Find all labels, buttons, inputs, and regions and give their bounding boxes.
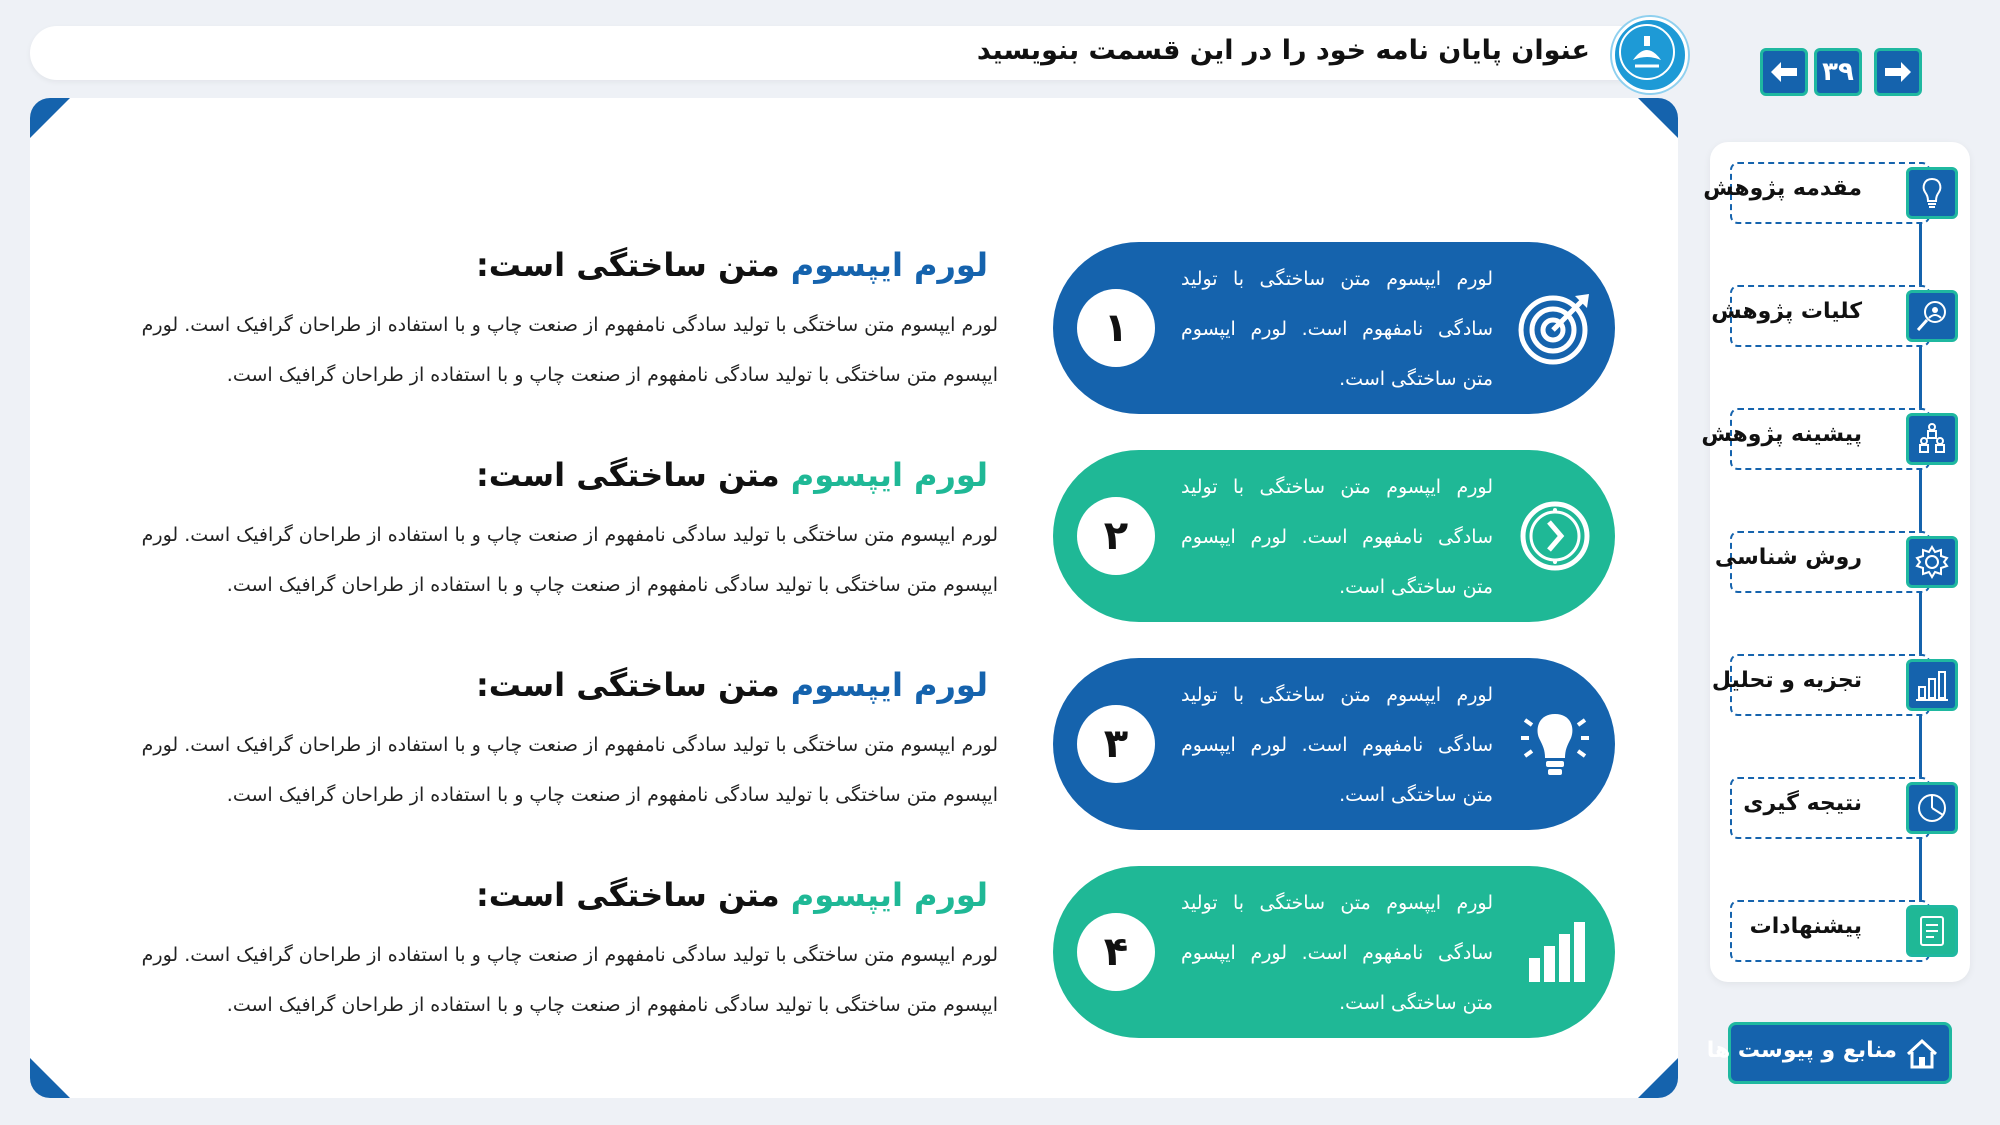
people-pyramid-icon (1914, 421, 1950, 457)
magnifier-person-icon (1914, 298, 1950, 334)
step-pill-4 (1053, 866, 1615, 1038)
step-pill-2 (1053, 450, 1615, 622)
sidebar-item-introduction[interactable] (1703, 162, 1930, 224)
sidebar-item-analysis[interactable] (1711, 654, 1930, 716)
content-card (30, 98, 1678, 1098)
corner-decoration (30, 1058, 70, 1098)
sidebar-item-label: نتیجه گیری (1743, 791, 1862, 816)
lightbulb-icon (1515, 704, 1595, 784)
pie-chart-icon (1914, 790, 1950, 826)
sidebar (1701, 142, 1970, 982)
section-heading-4: لورم ایپسوم متن ساختگی است: (475, 876, 988, 914)
sidebar-item-label: مقدمه پژوهش (1703, 176, 1862, 201)
home-icon (1905, 1037, 1939, 1071)
section-heading-3: لورم ایپسوم متن ساختگی است: (475, 666, 988, 704)
step-number: ۱ (1077, 289, 1155, 367)
sidebar-item-methodology[interactable] (1714, 531, 1930, 593)
sidebar-item-overview[interactable] (1711, 285, 1930, 347)
prev-page-button[interactable] (1760, 48, 1808, 96)
step-number: ۳ (1077, 705, 1155, 783)
bar-chart-icon (1515, 912, 1595, 992)
page-number: ۳۹ (1814, 48, 1862, 96)
references-button[interactable] (1706, 1022, 1952, 1084)
references-label: منابع و پیوست ها (1706, 1038, 1897, 1063)
corner-decoration (1638, 1058, 1678, 1098)
title-bar (30, 26, 1675, 80)
section-body-1: لورم ایپسوم متن ساختگی با تولید سادگی نامفهوم از صنعت چاپ و با استفاده از طراحان گرافیک است. لورم ایپسوم متن ساختگی با تولید سادگی نامفهوم از صنعت چاپ و با استفاده از طراحان گرافیک است. (141, 314, 998, 386)
step-text: لورم ایپسوم متن ساختگی با تولید سادگی نامفهوم است. لورم ایپسوم متن ساختگی است. (1181, 684, 1493, 806)
step-pill-3 (1053, 658, 1615, 830)
sidebar-item-label: تجزیه و تحلیل (1711, 668, 1862, 693)
step-pill-1 (1053, 242, 1615, 414)
arrow-left-icon (1769, 60, 1799, 84)
university-logo (1612, 17, 1688, 93)
step-text: لورم ایپسوم متن ساختگی با تولید سادگی نامفهوم است. لورم ایپسوم متن ساختگی است. (1181, 476, 1493, 598)
section-heading-1: لورم ایپسوم متن ساختگی است: (475, 246, 988, 284)
sidebar-item-suggestions[interactable] (1730, 900, 1930, 962)
section-heading-2: لورم ایپسوم متن ساختگی است: (475, 456, 988, 494)
step-text: لورم ایپسوم متن ساختگی با تولید سادگی نامفهوم است. لورم ایپسوم متن ساختگی است. (1181, 268, 1493, 390)
lightbulb-icon (1914, 175, 1950, 211)
step-number: ۲ (1077, 497, 1155, 575)
document-icon (1914, 913, 1950, 949)
section-body-4: لورم ایپسوم متن ساختگی با تولید سادگی نامفهوم از صنعت چاپ و با استفاده از طراحان گرافیک است. لورم ایپسوم متن ساختگی با تولید سادگی نامفهوم از صنعت چاپ و با استفاده از طراحان گرافیک است. (141, 944, 998, 1016)
section-body-2: لورم ایپسوم متن ساختگی با تولید سادگی نامفهوم از صنعت چاپ و با استفاده از طراحان گرافیک است. لورم ایپسوم متن ساختگی با تولید سادگی نامفهوم از صنعت چاپ و با استفاده از طراحان گرافیک است. (141, 524, 998, 596)
sidebar-item-literature[interactable] (1701, 408, 1930, 470)
corner-decoration (30, 98, 70, 138)
section-body-3: لورم ایپسوم متن ساختگی با تولید سادگی نامفهوم از صنعت چاپ و با استفاده از طراحان گرافیک است. لورم ایپسوم متن ساختگی با تولید سادگی نامفهوم از صنعت چاپ و با استفاده از طراحان گرافیک است. (141, 734, 998, 806)
sidebar-item-conclusion[interactable] (1730, 777, 1930, 839)
arrow-right-icon (1883, 60, 1913, 84)
bar-chart-icon (1914, 667, 1950, 703)
target-icon (1515, 288, 1595, 368)
next-page-button[interactable] (1874, 48, 1922, 96)
gear-icon (1914, 544, 1950, 580)
step-text: لورم ایپسوم متن ساختگی با تولید سادگی نامفهوم است. لورم ایپسوم متن ساختگی است. (1181, 892, 1493, 1014)
clock-icon (1515, 496, 1595, 576)
page-title: عنوان پایان نامه خود را در این قسمت بنویسید (976, 35, 1590, 66)
sidebar-item-label: کلیات پژوهش (1711, 299, 1862, 324)
sidebar-item-label: روش شناسی (1714, 545, 1862, 570)
sidebar-item-label: پیشینه پژوهش (1701, 422, 1862, 447)
step-number: ۴ (1077, 913, 1155, 991)
corner-decoration (1638, 98, 1678, 138)
sidebar-item-label: پیشنهادات (1749, 914, 1862, 939)
